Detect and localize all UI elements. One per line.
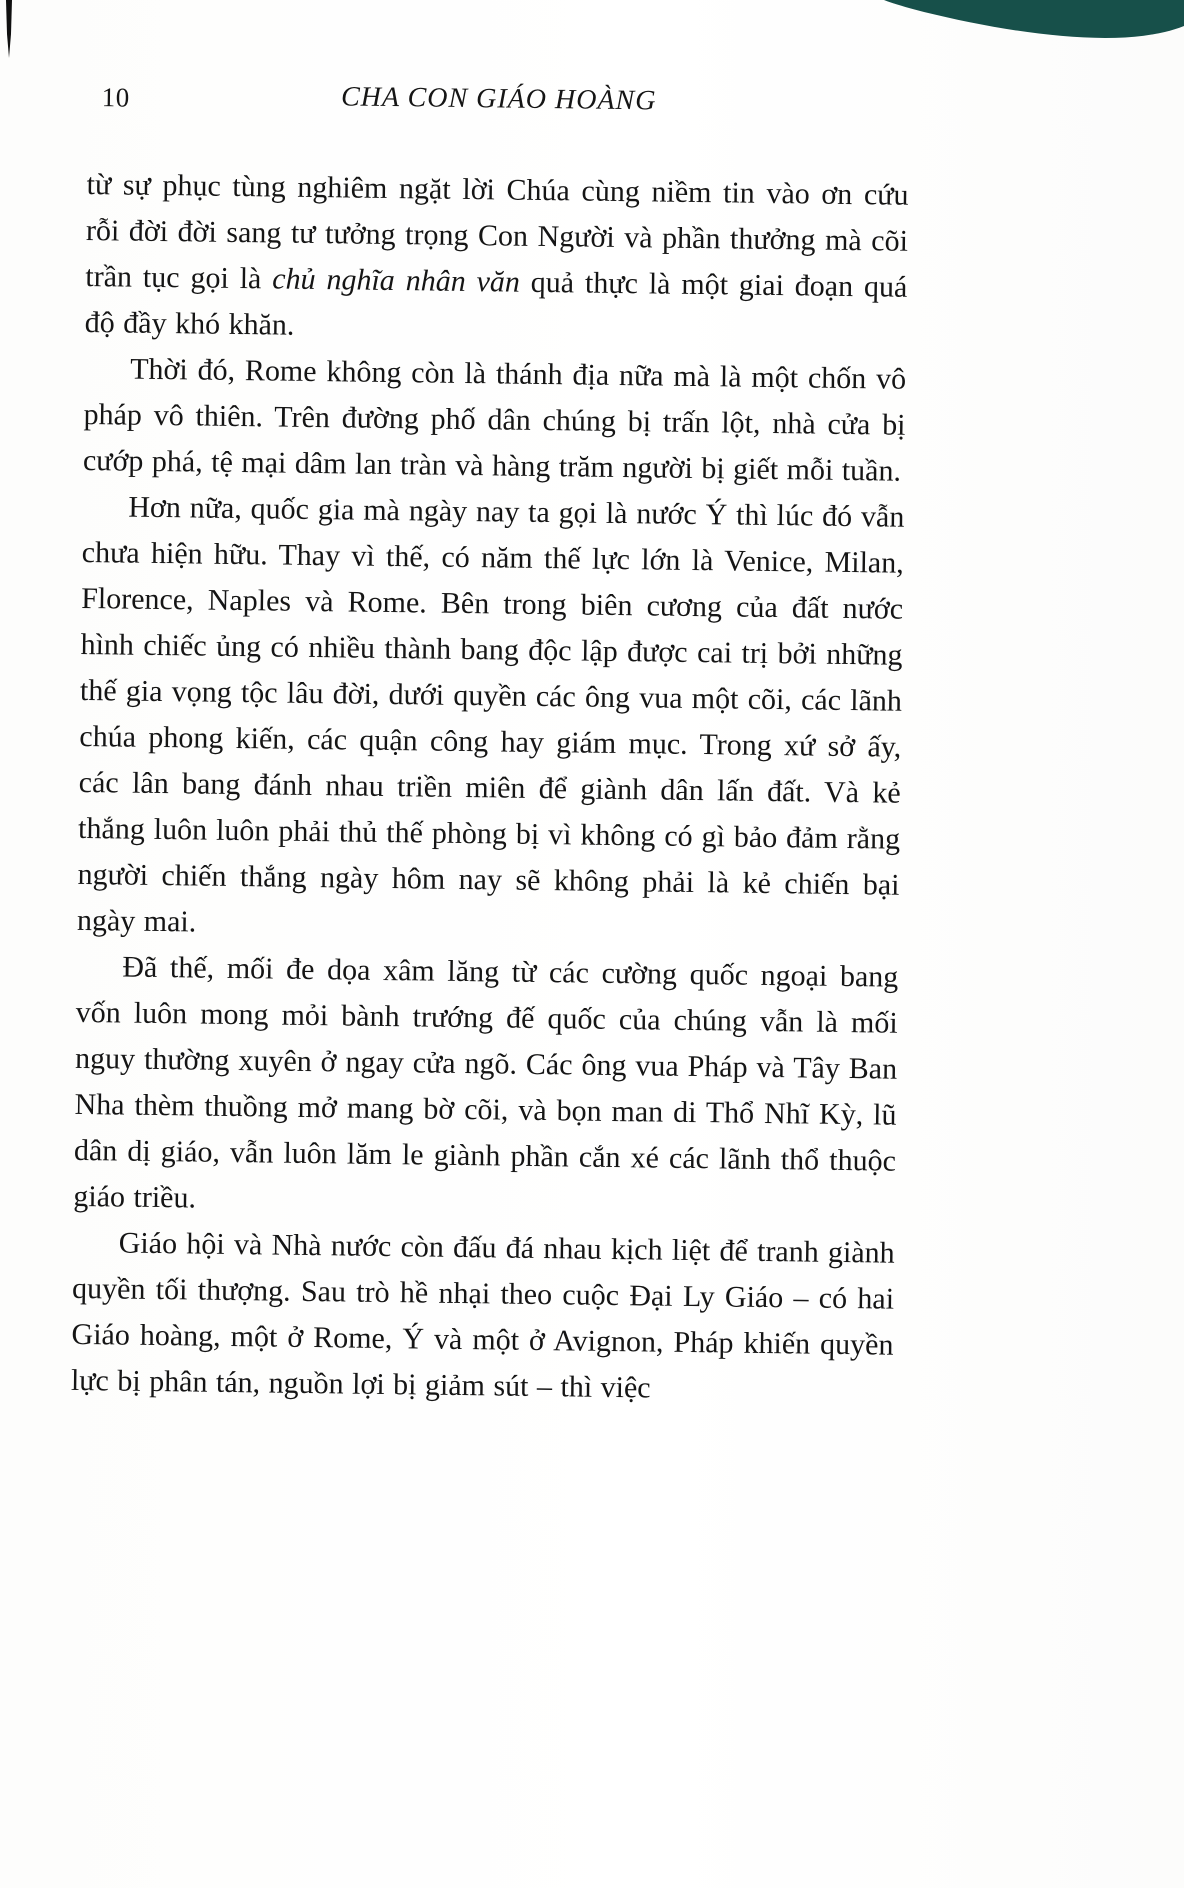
paragraph-text: quả thực là một giai đoạn quá độ đầy khó khăn. <box>84 265 908 342</box>
body-text <box>71 162 909 1415</box>
italic-phrase: chủ nghĩa nhân văn <box>272 262 521 299</box>
paragraph: Thời đó, Rome không còn là thánh địa nữa mà là một chốn vô pháp vô thiên. Trên đường phố dân chúng bị trấn lột, nhà cửa bị cướp phá, tệ mại dâm lan tràn và hàng trăm người bị giết mỗi tuần. <box>82 352 907 488</box>
page-header <box>87 78 909 129</box>
paragraph <box>84 162 908 357</box>
page-edge-mark <box>0 0 24 70</box>
paragraph: Hơn nữa, quốc gia mà ngày nay ta gọi là nước Ý thì lúc đó vẫn chưa hiện hữu. Thay vì thế, có năm thế lực lớn là Venice, Milan, Florence, Naples và Rome. Bên trong biên cương của đất nước hình chiếc ủng có nhiều thành bang độc lập được cai trị bởi những thế gia vọng tộc lâu đời, dưới quyền các ông vua một cõi, các lãnh chúa phong kiến, các quận công hay giám mục. Trong xứ sở ấy, các lân bang đánh nhau triền miên để giành dân lấn đất. Và kẻ thắng luôn luôn phải thủ thế phòng bị vì không có gì bảo đảm rằng người chiến thắng ngày hôm nay sẽ không phải là kẻ chiến bại ngày mai. <box>76 490 905 939</box>
running-title: CHA CON GIÁO HOÀNG <box>340 81 657 117</box>
page-number: 10 <box>101 82 130 113</box>
book-cover-corner-shape <box>884 0 1184 38</box>
paragraph: Đã thế, mối đe dọa xâm lăng từ các cường quốc ngoại bang vốn luôn mong mỏi bành trướng đế quốc của chúng vẫn là mối nguy thường xuyên ở ngay cửa ngõ. Các ông vua Pháp và Tây Ban Nha thèm thuồng mở mang bờ cõi, và bọn man di Thổ Nhĩ Kỳ, lũ dân dị giáo, vẫn luôn lăm le giành phần cắn xé các lãnh thổ thuộc giáo triều. <box>73 950 899 1215</box>
paragraph: Giáo hội và Nhà nước còn đấu đá nhau kịch liệt để tranh giành quyền tối thượng. Sau trò hề nhại theo cuộc Đại Ly Giáo – có hai Giáo hoàng, một ở Rome, Ý và một ở Avignon, Pháp khiến quyền lực bị phân tán, nguồn lợi bị giảm sút – thì việc <box>70 1226 895 1405</box>
page-content <box>71 78 910 1415</box>
page-edge-mark-shape <box>6 0 12 58</box>
paragraph-text: từ sự phục tùng nghiêm ngặt lời Chúa cùng niềm tin vào ơn cứu rỗi đời đời sang tư tưởng trọng Con Người và phần thưởng mà cõi trần tục gọi là <box>85 167 909 296</box>
book-cover-corner <box>864 0 1184 60</box>
